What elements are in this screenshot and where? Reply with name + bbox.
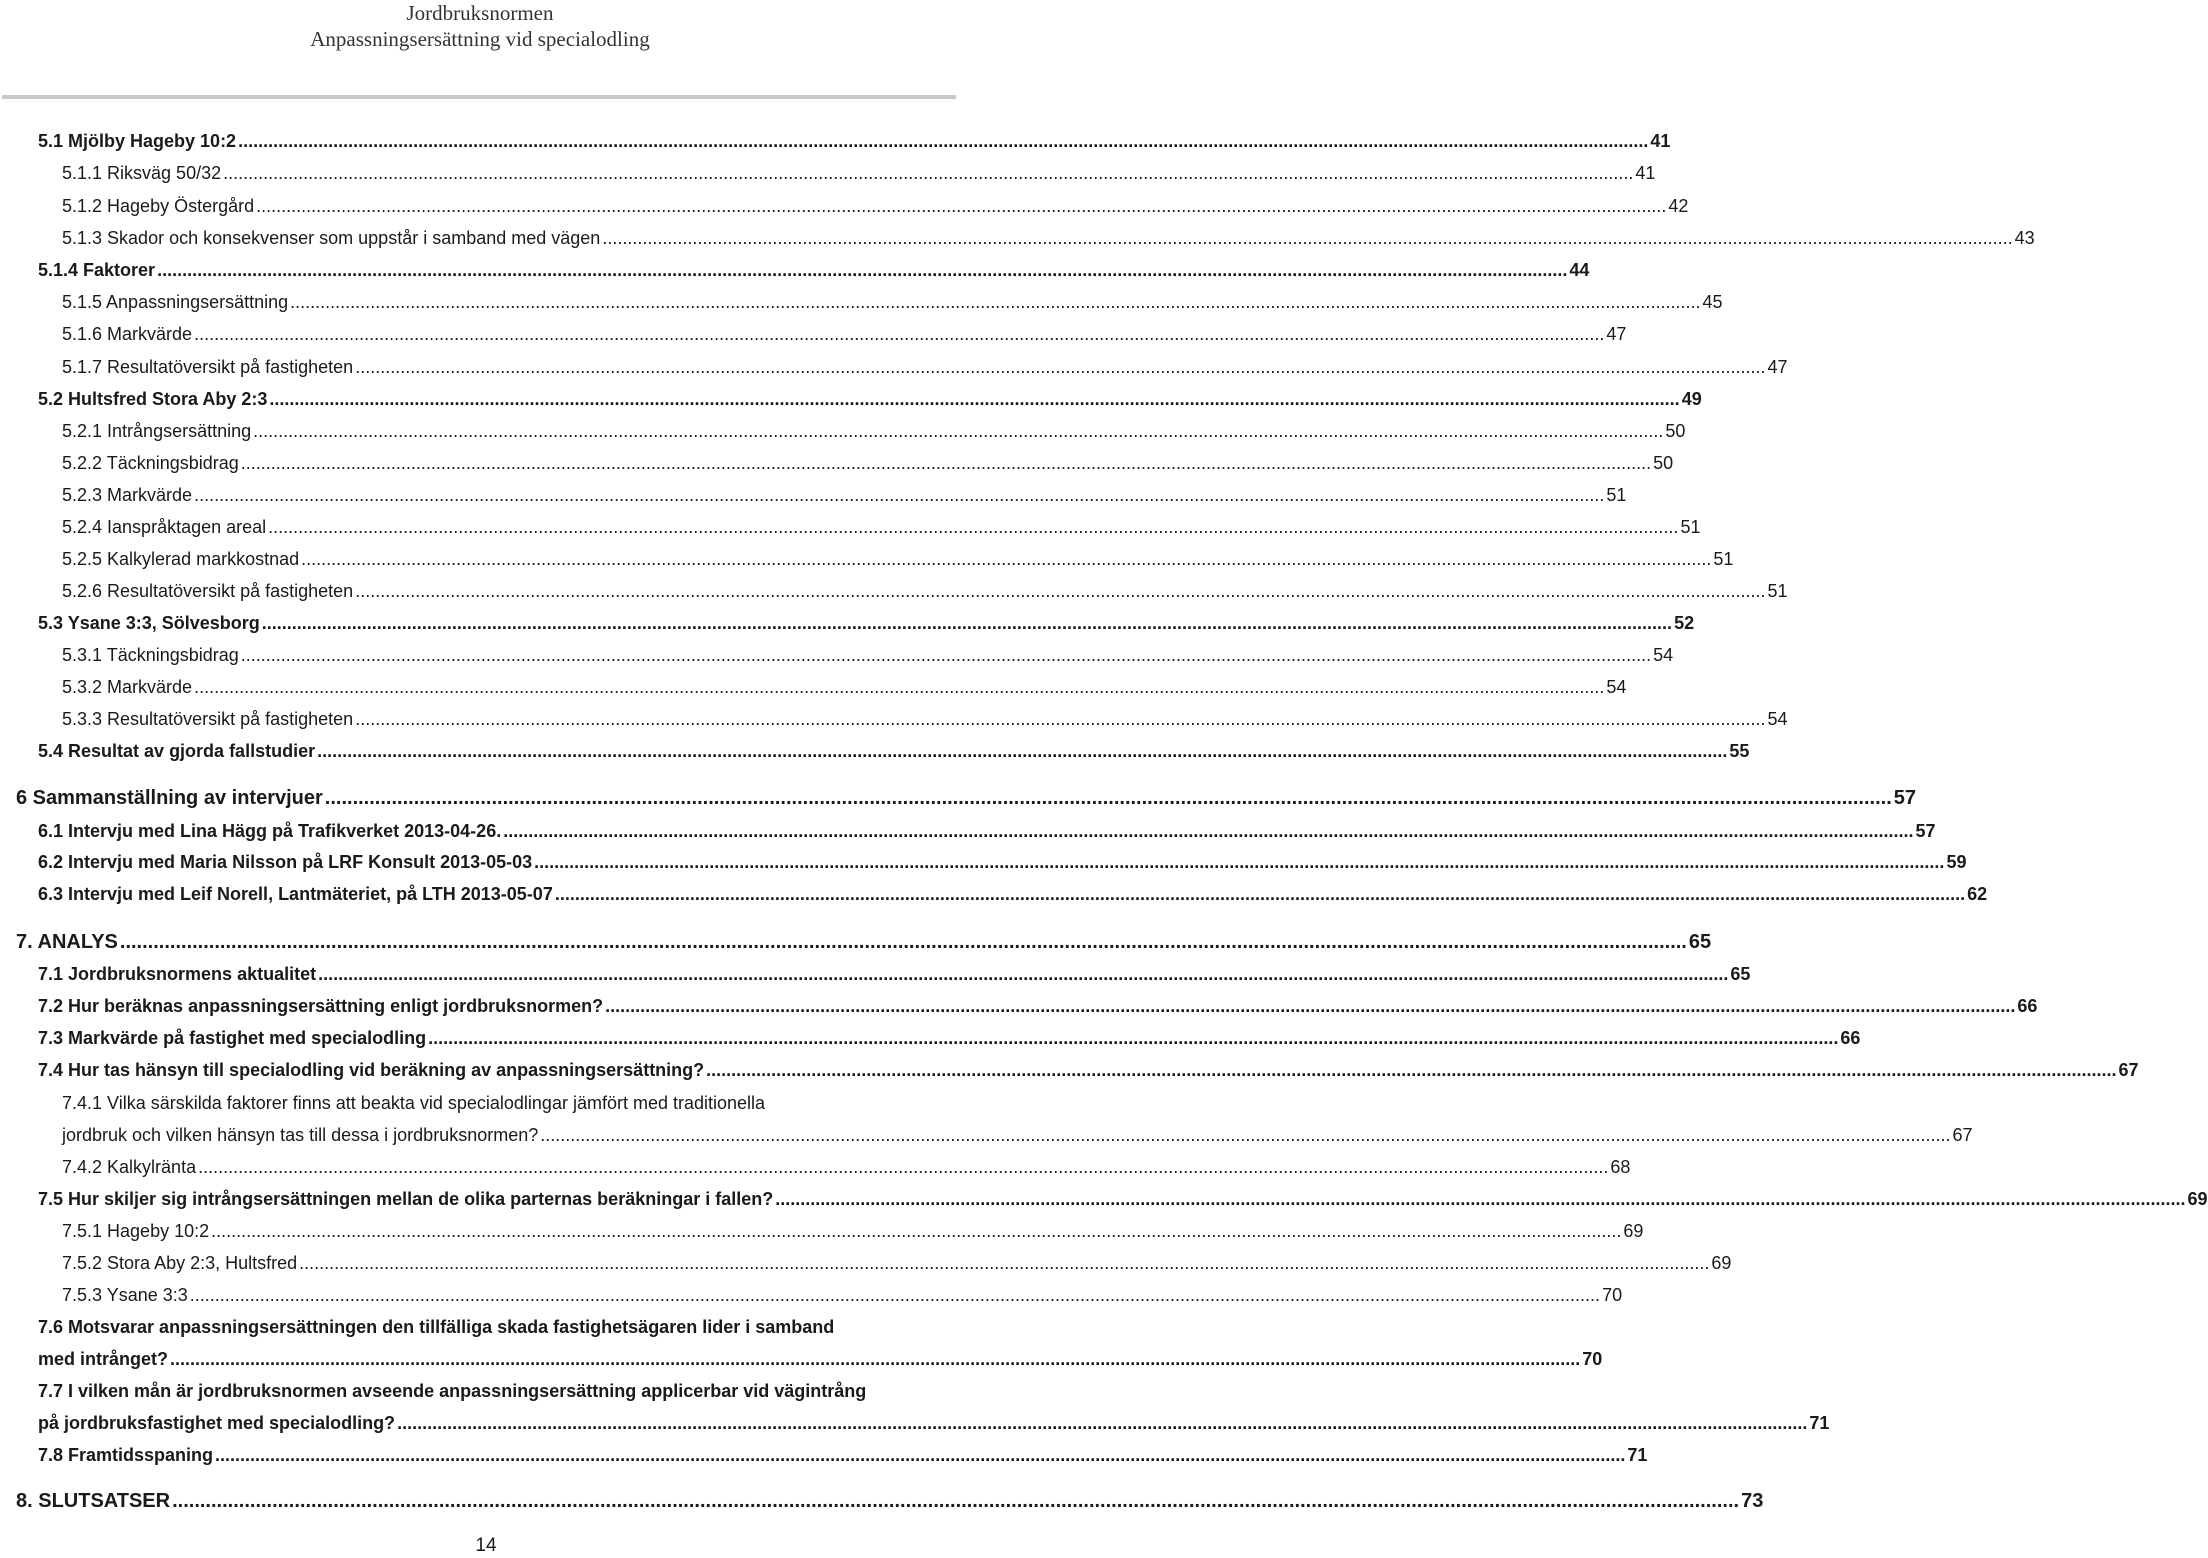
toc-leader: .......................................................................................................................................................................................................................................................................................... xyxy=(290,292,1701,312)
toc-entry[interactable] xyxy=(38,992,2038,1020)
toc-entry-page: 70 xyxy=(1582,1349,1603,1369)
toc-leader: .......................................................................................................................................................................................................................................................................................... xyxy=(503,821,1914,841)
toc-entry-title-line1[interactable]: 7.4.1 Vilka särskilda faktorer finns att beakta vid specialodlingar jämfört med traditionella xyxy=(62,1093,766,1113)
toc-chapter-entry[interactable] xyxy=(16,928,1712,956)
toc-entry-title: 7.5.3 Ysane 3:3 xyxy=(62,1285,188,1305)
toc-entry-title: 5.3 Ysane 3:3, Sölvesborg xyxy=(38,613,260,633)
toc-entry-page: 70 xyxy=(1602,1285,1623,1305)
toc-entry[interactable] xyxy=(38,1185,2208,1213)
page-number: 14 xyxy=(475,1535,497,1556)
toc-leader: .......................................................................................................................................................................................................................................................................................... xyxy=(602,228,2013,248)
toc-leader: .......................................................................................................................................................................................................................................................................................... xyxy=(157,260,1568,280)
toc-entry-title: 7.2 Hur beräknas anpassningsersättning enligt jordbruksnormen? xyxy=(38,996,604,1016)
toc-entry-title: 6 Sammanställning av intervjuer xyxy=(16,787,323,809)
toc-entry-title: 5.2.6 Resultatöversikt på fastigheten xyxy=(62,581,354,601)
toc-entry-title: 5.1.1 Riksväg 50/32 xyxy=(62,163,222,183)
toc-entry-title: 5.3.3 Resultatöversikt på fastigheten xyxy=(62,709,354,729)
toc-entry[interactable] xyxy=(62,320,1627,348)
toc-leader: .......................................................................................................................................................................................................................................................................................... xyxy=(194,677,1605,697)
toc-entry-page: 54 xyxy=(1653,645,1674,665)
document-title: Jordbruksnormen xyxy=(406,1,554,25)
toc-entry[interactable] xyxy=(62,449,1674,477)
toc-leader: .......................................................................................................................................................................................................................................................................................... xyxy=(194,324,1605,344)
toc-entry-title: 7.4 Hur tas hänsyn till specialodling vid beräkning av anpassningsersättning? xyxy=(38,1060,705,1080)
toc-leader: .......................................................................................................................................................................................................................................................................................... xyxy=(240,453,1652,473)
toc-entry[interactable] xyxy=(38,1441,1648,1469)
toc-entry-page: 66 xyxy=(1840,1028,1861,1048)
toc-entry[interactable] xyxy=(62,1121,1973,1149)
toc-entry[interactable] xyxy=(62,1153,1631,1181)
toc-entry[interactable] xyxy=(38,817,1936,845)
toc-entry-title: 5.1.7 Resultatöversikt på fastigheten xyxy=(62,357,354,377)
toc-entry-title-line1[interactable]: 7.6 Motsvarar anpassningsersättningen den tillfälliga skada fastighetsägaren lider i samband xyxy=(38,1317,835,1337)
toc-leader: .......................................................................................................................................................................................................................................................................................... xyxy=(194,485,1605,505)
toc-entry-page: 42 xyxy=(1668,196,1689,216)
toc-entry[interactable] xyxy=(62,673,1627,701)
toc-entry[interactable] xyxy=(38,960,1751,988)
toc-entry-title: 5.3.2 Markvärde xyxy=(62,677,193,697)
toc-entry-page: 62 xyxy=(1967,884,1988,904)
toc-leader: .......................................................................................................................................................................................................................................................................................... xyxy=(269,389,1680,409)
toc-leader: .......................................................................................................................................................................................................................................................................................... xyxy=(299,1253,1710,1273)
toc-entry-title: 5.2.2 Täckningsbidrag xyxy=(62,453,239,473)
toc-leader: .......................................................................................................................................................................................................................................................................................... xyxy=(261,613,1673,633)
toc-entry-title: 5.2.5 Kalkylerad markkostnad xyxy=(62,549,300,569)
toc-entry[interactable] xyxy=(62,159,1656,187)
toc-leader: .......................................................................................................................................................................................................................................................................................... xyxy=(317,741,1728,761)
toc-entry-title: 5.1.6 Markvärde xyxy=(62,324,193,344)
toc-entry-page: 71 xyxy=(1627,1445,1648,1465)
toc-entry-page: 43 xyxy=(2014,228,2035,248)
toc-entry-page: 51 xyxy=(1713,549,1734,569)
toc-entry[interactable] xyxy=(62,353,1788,381)
toc-entry-page: 57 xyxy=(1893,787,1917,809)
toc-leader: .......................................................................................................................................................................................................................................................................................... xyxy=(170,1349,1581,1369)
toc-leader: .......................................................................................................................................................................................................................................................................................... xyxy=(211,1221,1622,1241)
toc-entry-title: 6.2 Intervju med Maria Nilsson på LRF Konsult 2013-05-03 xyxy=(38,852,533,872)
toc-entry-title: 5.1 Mjölby Hageby 10:2 xyxy=(38,131,237,151)
toc-entry[interactable] xyxy=(38,1056,2139,1084)
toc-leader: .......................................................................................................................................................................................................................................................................................... xyxy=(355,581,1766,601)
toc-entry-title: 5.1.5 Anpassningsersättning xyxy=(62,292,289,312)
toc-leader: .......................................................................................................................................................................................................................................................................................... xyxy=(534,852,1945,872)
toc-leader: .......................................................................................................................................................................................................................................................................................... xyxy=(397,1413,1808,1433)
toc-entry-title: 5.2.3 Markvärde xyxy=(62,485,193,505)
toc-entry-title: 7. ANALYS xyxy=(16,931,118,953)
toc-leader: .......................................................................................................................................................................................................................................................................................... xyxy=(223,163,1634,183)
toc-leader: .......................................................................................................................................................................................................................................................................................... xyxy=(775,1189,2186,1209)
toc-entry-page: 65 xyxy=(1730,964,1751,984)
toc-entry-page: 51 xyxy=(1767,581,1788,601)
toc-entry-title: 6.1 Intervju med Lina Hägg på Trafikverket 2013-04-26. xyxy=(38,821,502,841)
toc-entry-title: jordbruk och vilken hänsyn tas till dessa i jordbruksnormen? xyxy=(62,1125,539,1145)
toc-leader: .......................................................................................................................................................................................................................................................................................... xyxy=(318,964,1729,984)
toc-leader: .......................................................................................................................................................................................................................................................................................... xyxy=(253,421,1664,441)
toc-leader: .......................................................................................................................................................................................................................................................................................... xyxy=(189,1285,1601,1305)
toc-entry[interactable] xyxy=(62,641,1674,669)
toc-entry[interactable] xyxy=(62,1249,1732,1277)
toc-entry[interactable] xyxy=(38,1345,1603,1373)
toc-entry-page: 49 xyxy=(1681,389,1702,409)
toc-entry-page: 69 xyxy=(2187,1189,2208,1209)
toc-entry-page: 65 xyxy=(1688,931,1712,953)
toc-entry[interactable] xyxy=(62,1281,1623,1309)
toc-entry-title: 7.1 Jordbruksnormens aktualitet xyxy=(38,964,317,984)
toc-leader: .......................................................................................................................................................................................................................................................................................... xyxy=(198,1157,1609,1177)
toc-entry-page: 59 xyxy=(1946,852,1967,872)
toc-entry-title: 7.3 Markvärde på fastighet med specialodling xyxy=(38,1028,427,1048)
toc-leader: .......................................................................................................................................................................................................................................................................................... xyxy=(256,196,1667,216)
toc-leader: .......................................................................................................................................................................................................................................................................................... xyxy=(324,787,1892,809)
toc-entry-title: 5.2 Hultsfred Stora Aby 2:3 xyxy=(38,389,268,409)
toc-entry[interactable] xyxy=(62,1217,1644,1245)
toc-entry-page: 69 xyxy=(1623,1221,1644,1241)
toc-entry-title: 5.4 Resultat av gjorda fallstudier xyxy=(38,741,316,761)
toc-entry[interactable] xyxy=(62,577,1788,605)
toc-leader: .......................................................................................................................................................................................................................................................................................... xyxy=(540,1125,1951,1145)
toc-entry[interactable] xyxy=(62,224,2035,252)
toc-entry[interactable] xyxy=(62,545,1734,573)
toc-entry[interactable] xyxy=(62,481,1627,509)
toc-entry[interactable] xyxy=(62,288,1723,316)
toc-entry-page: 55 xyxy=(1729,741,1750,761)
toc-entry-page: 54 xyxy=(1767,709,1788,729)
header-divider xyxy=(2,95,956,99)
toc-entry-page: 41 xyxy=(1635,163,1656,183)
toc-entry-page: 41 xyxy=(1650,131,1671,151)
toc-entry-page: 54 xyxy=(1606,677,1627,697)
toc-entry-title: 5.1.2 Hageby Östergård xyxy=(62,196,255,216)
toc-entry-page: 66 xyxy=(2017,996,2038,1016)
toc-entry-title: 6.3 Intervju med Leif Norell, Lantmäteriet, på LTH 2013-05-07 xyxy=(38,884,553,904)
toc-leader: .......................................................................................................................................................................................................................................................................................... xyxy=(355,357,1766,377)
toc-entry[interactable] xyxy=(38,1024,1861,1052)
toc-entry[interactable] xyxy=(62,705,1788,733)
toc-entry-title: 5.1.3 Skador och konsekvenser som uppstår i samband med vägen xyxy=(62,228,601,248)
toc-entry-page: 71 xyxy=(1809,1413,1830,1433)
toc-entry[interactable] xyxy=(38,737,1750,765)
toc-entry-page: 44 xyxy=(1569,260,1590,280)
toc-entry-title: 5.2.4 Ianspråktagen areal xyxy=(62,517,267,537)
toc-leader: .......................................................................................................................................................................................................................................................................................... xyxy=(554,884,1966,904)
toc-entry-page: 47 xyxy=(1767,357,1788,377)
toc-entry-title: 5.3.1 Täckningsbidrag xyxy=(62,645,239,665)
toc-chapter-entry[interactable] xyxy=(16,784,1917,812)
toc-entry[interactable] xyxy=(38,880,1988,908)
toc-entry-page: 69 xyxy=(1711,1253,1732,1273)
toc-leader: .......................................................................................................................................................................................................................................................................................... xyxy=(605,996,2016,1016)
toc-chapter-entry[interactable] xyxy=(16,1487,1764,1515)
toc-leader: .......................................................................................................................................................................................................................................................................................... xyxy=(355,709,1766,729)
toc-leader: .......................................................................................................................................................................................................................................................................................... xyxy=(240,645,1652,665)
toc-entry[interactable] xyxy=(62,513,1701,541)
toc-entry-title: 7.8 Framtidsspaning xyxy=(38,1445,214,1465)
document-subtitle: Anpassningsersättning vid specialodling xyxy=(310,27,650,51)
toc-entry[interactable] xyxy=(62,417,1686,445)
toc-entry-title: 7.4.2 Kalkylränta xyxy=(62,1157,197,1177)
toc-entry-page: 51 xyxy=(1680,517,1701,537)
toc-entry-page: 50 xyxy=(1665,421,1686,441)
toc-leader: .......................................................................................................................................................................................................................................................................................... xyxy=(119,931,1687,953)
toc-entry-title: 8. SLUTSATSER xyxy=(16,1490,171,1512)
toc-leader: .......................................................................................................................................................................................................................................................................................... xyxy=(238,131,1649,151)
toc-entry-title: 7.5.1 Hageby 10:2 xyxy=(62,1221,210,1241)
toc-entry-page: 50 xyxy=(1653,453,1674,473)
toc-leader: .......................................................................................................................................................................................................................................................................................... xyxy=(268,517,1679,537)
toc-entry-page: 52 xyxy=(1674,613,1695,633)
page-header xyxy=(0,0,960,100)
toc-entry-title: 5.1.4 Faktorer xyxy=(38,260,156,280)
toc-leader: .......................................................................................................................................................................................................................................................................................... xyxy=(301,549,1712,569)
toc-entry-title: 7.5.2 Stora Aby 2:3, Hultsfred xyxy=(62,1253,298,1273)
toc-leader: .......................................................................................................................................................................................................................................................................................... xyxy=(428,1028,1839,1048)
toc-entry-title: med intrånget? xyxy=(38,1349,169,1369)
toc-entry[interactable] xyxy=(38,127,1671,155)
toc-entry-page: 68 xyxy=(1610,1157,1631,1177)
toc-entry[interactable] xyxy=(38,256,1590,284)
toc-entry-page: 67 xyxy=(2118,1060,2139,1080)
toc-entry-title: på jordbruksfastighet med specialodling? xyxy=(38,1413,396,1433)
toc-entry-title: 5.2.1 Intrångsersättning xyxy=(62,421,252,441)
toc-entry[interactable] xyxy=(38,385,1702,413)
toc-entry[interactable] xyxy=(38,1409,1830,1437)
toc-leader: .......................................................................................................................................................................................................................................................................................... xyxy=(706,1060,2117,1080)
toc-leader: .......................................................................................................................................................................................................................................................................................... xyxy=(215,1445,1626,1465)
toc-entry-page: 73 xyxy=(1741,1490,1764,1512)
toc-entry[interactable] xyxy=(62,192,1689,220)
toc-entry-page: 47 xyxy=(1606,324,1627,344)
toc-entry[interactable] xyxy=(38,609,1695,637)
toc-entry-page: 57 xyxy=(1915,821,1936,841)
toc-entry-page: 45 xyxy=(1702,292,1723,312)
toc-entry-title: 7.5 Hur skiljer sig intrångsersättningen mellan de olika parternas beräkningar i fallen? xyxy=(38,1189,774,1209)
toc-entry-title-line1[interactable]: 7.7 I vilken mån är jordbruksnormen avseende anpassningsersättning applicerbar vid vägintrång xyxy=(38,1381,867,1401)
toc-leader: .......................................................................................................................................................................................................................................................................................... xyxy=(172,1490,1740,1512)
toc-entry[interactable] xyxy=(38,848,1967,876)
toc-entry-page: 67 xyxy=(1952,1125,1973,1145)
toc-entry-page: 51 xyxy=(1606,485,1627,505)
